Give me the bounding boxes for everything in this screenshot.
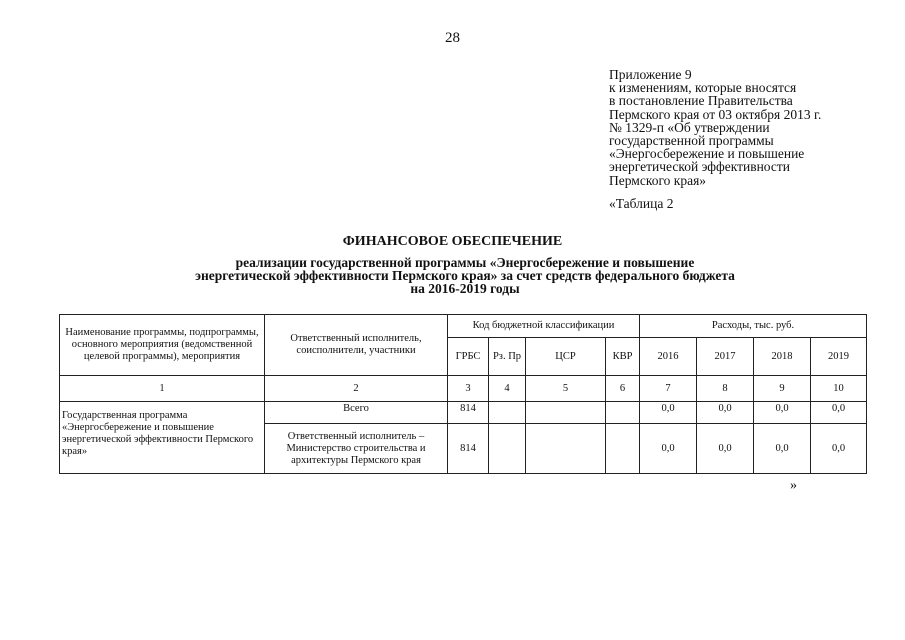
value-2018-cell: 0,0	[754, 424, 811, 474]
appendix-line: к изменениям, которые вносятся	[609, 80, 797, 96]
closing-quote: »	[790, 478, 797, 493]
page-number: 28	[445, 30, 460, 46]
executor-cell: Ответственный исполнитель – Министерство строительства и архитектуры Пермского края	[265, 424, 448, 474]
program-name-cell: Государственная программа «Энергосбережение и повышение энергетической эффективности Пермского края»	[60, 402, 265, 474]
grbs-cell: 814	[448, 402, 489, 424]
appendix-line: энергетической эффективности	[609, 159, 790, 175]
header-year-2016: 2016	[640, 338, 697, 376]
appendix-line: Приложение 9	[609, 67, 692, 82]
header-year-2019: 2019	[811, 338, 867, 376]
kvr-cell	[606, 402, 640, 424]
value-2017-cell: 0,0	[697, 424, 754, 474]
column-number: 6	[606, 376, 640, 402]
table-header-row	[60, 315, 867, 338]
appendix-block	[609, 68, 889, 187]
document-title: ФИНАНСОВОЕ ОБЕСПЕЧЕНИЕ	[342, 234, 563, 249]
column-number: 1	[60, 376, 265, 402]
appendix-line: № 1329-п «Об утверждении	[609, 119, 770, 135]
rzpr-cell	[489, 402, 526, 424]
table-reference: «Таблица 2	[609, 196, 674, 211]
value-2019-cell: 0,0	[811, 424, 867, 474]
column-number: 2	[265, 376, 448, 402]
grbs-cell: 814	[448, 424, 489, 474]
header-year-2018: 2018	[754, 338, 811, 376]
table-numbering-row	[60, 376, 867, 402]
appendix-line: Пермского края»	[609, 172, 707, 188]
header-rzpr: Рз. Пр	[489, 338, 526, 376]
header-year-2017: 2017	[697, 338, 754, 376]
header-expenses: Расходы, тыс. руб.	[640, 315, 867, 338]
subtitle-line: реализации государственной программы «Энергосбережение и повышение	[235, 255, 695, 270]
column-number: 9	[754, 376, 811, 402]
header-program-name: Наименование программы, подпрограммы, основного мероприятия (ведомственной целевой программы), мероприятия	[60, 315, 265, 376]
table-row	[60, 402, 867, 424]
header-budget-code: Код бюджетной классификации	[448, 315, 640, 338]
csr-cell	[526, 402, 606, 424]
appendix-line: «Энергосбережение и повышение	[609, 146, 805, 162]
value-2018-cell: 0,0	[754, 402, 811, 424]
subtitle-line: на 2016-2019 годы	[410, 281, 520, 296]
subtitle-line: энергетической эффективности Пермского края» за счет средств федерального бюджета	[195, 268, 735, 283]
value-2016-cell: 0,0	[640, 402, 697, 424]
column-number: 5	[526, 376, 606, 402]
rzpr-cell	[489, 424, 526, 474]
document-subtitle	[0, 256, 905, 295]
column-number: 4	[489, 376, 526, 402]
column-number: 8	[697, 376, 754, 402]
kvr-cell	[606, 424, 640, 474]
financing-table	[59, 314, 867, 474]
column-number: 10	[811, 376, 867, 402]
header-executor: Ответственный исполнитель, соисполнители, участники	[265, 315, 448, 376]
executor-cell: Всего	[265, 402, 448, 424]
appendix-line: в постановление Правительства	[609, 93, 793, 109]
header-grbs: ГРБС	[448, 338, 489, 376]
column-number: 3	[448, 376, 489, 402]
value-2016-cell: 0,0	[640, 424, 697, 474]
value-2017-cell: 0,0	[697, 402, 754, 424]
appendix-line: государственной программы	[609, 133, 774, 149]
column-number: 7	[640, 376, 697, 402]
header-kvr: КВР	[606, 338, 640, 376]
csr-cell	[526, 424, 606, 474]
header-csr: ЦСР	[526, 338, 606, 376]
value-2019-cell: 0,0	[811, 402, 867, 424]
appendix-line: Пермского края от 03 октября 2013 г.	[609, 106, 822, 122]
